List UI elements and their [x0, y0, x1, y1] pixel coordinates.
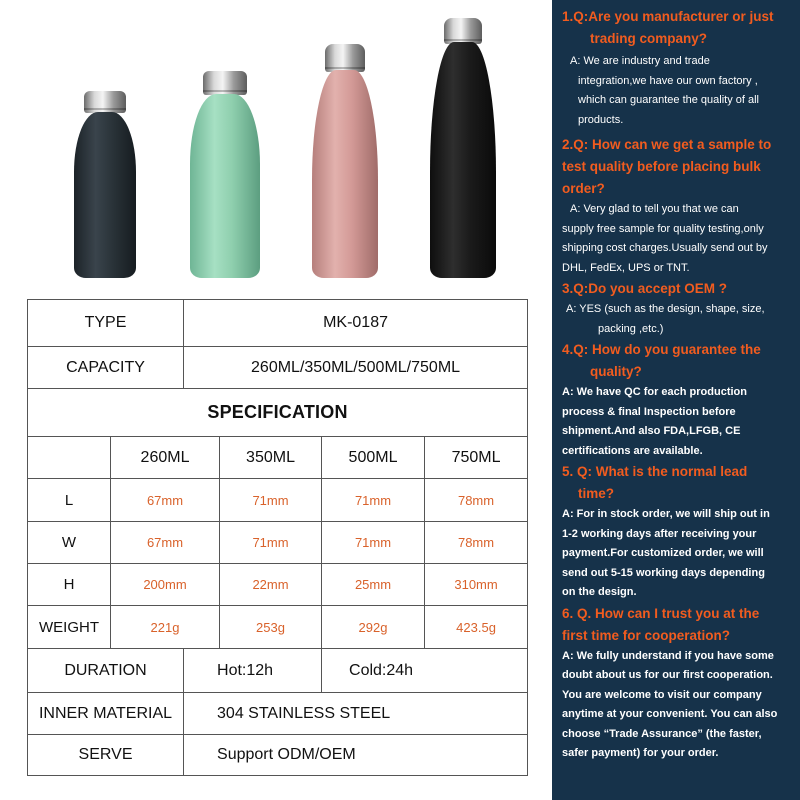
- faq-line: send out 5-15 working days depending: [562, 566, 765, 579]
- spec-value: 310mm: [425, 564, 528, 606]
- spec-row-w: [28, 522, 528, 564]
- column-header: 750ML: [425, 437, 528, 479]
- faq-answer-2: [562, 200, 796, 278]
- bottle-cap: [444, 18, 482, 44]
- faq-line: DHL, FedEx, UPS or TNT.: [562, 261, 690, 274]
- spec-value: 253g: [220, 606, 322, 649]
- bottle-cap: [325, 44, 365, 72]
- faq-line: products.: [578, 113, 624, 126]
- faq-line: shipment.And also FDA,LFGB, CE: [562, 425, 741, 437]
- spec-value: 25mm: [322, 564, 425, 606]
- faq-answer-5: [562, 505, 796, 603]
- faq-line: You are welcome to visit our company: [562, 688, 762, 701]
- faq-answer-6: [562, 647, 796, 764]
- faq-question-3: [562, 278, 796, 300]
- product-photo: [0, 0, 552, 290]
- spec-row-weight: [28, 606, 528, 649]
- faq-line: A: Very glad to tell you that we can: [570, 203, 739, 215]
- column-header: 500ML: [322, 437, 425, 479]
- spec-value: 78mm: [425, 522, 528, 564]
- serve-value: Support ODM/OEM: [184, 735, 528, 776]
- spec-row-l: [28, 479, 528, 522]
- column-header: 260ML: [111, 437, 220, 479]
- specification-heading-row: [28, 389, 528, 437]
- duration-row: [28, 649, 528, 693]
- specification-heading: SPECIFICATION: [28, 389, 528, 437]
- spec-value: 71mm: [322, 479, 425, 522]
- specification-table: [27, 299, 527, 775]
- bottle-cap: [203, 71, 247, 95]
- capacity-columns-row: [28, 437, 528, 479]
- bottle-cap: [84, 91, 126, 113]
- faq-line: 6. Q. How can I trust you at the: [562, 605, 760, 621]
- faq-line: packing ,etc.): [598, 322, 664, 335]
- spec-value: 78mm: [425, 479, 528, 522]
- duration-hot: Hot:12h: [184, 649, 322, 693]
- faq-line: certifications are available.: [562, 444, 703, 457]
- faq-question-6: [562, 603, 796, 647]
- faq-line: choose “Trade Assurance” (the faster,: [562, 727, 762, 740]
- faq-line: which can guarantee the quality of all: [578, 94, 760, 106]
- faq-question-5: [562, 461, 796, 505]
- faq-line: integration,we have our own factory ,: [578, 74, 758, 87]
- faq-line: safer payment) for your order.: [562, 747, 719, 759]
- capacity-label: CAPACITY: [28, 347, 184, 389]
- faq-answer-1: [562, 52, 796, 130]
- faq-answer-4: [562, 383, 796, 461]
- corner-cell: [28, 437, 111, 479]
- faq-line: time?: [578, 486, 615, 501]
- capacity-value: 260ML/350ML/500ML/750ML: [184, 347, 528, 389]
- faq-line: A: We have QC for each production: [562, 386, 747, 398]
- faq-line: A: We fully understand if you have some: [562, 649, 774, 662]
- serve-row: [28, 735, 528, 776]
- faq-line: A: YES (such as the design, shape, size,: [566, 303, 765, 315]
- row-label: W: [28, 522, 111, 564]
- bottle-body: [190, 94, 260, 278]
- faq-question-2: [562, 134, 796, 200]
- faq-line: test quality before placing bulk: [562, 159, 761, 174]
- row-label: L: [28, 479, 111, 522]
- spec-value: 200mm: [111, 564, 220, 606]
- spec-value: 71mm: [322, 522, 425, 564]
- faq-line: payment.For customized order, we will: [562, 547, 764, 559]
- spec-value: 67mm: [111, 479, 220, 522]
- type-value: MK-0187: [184, 300, 528, 347]
- duration-cold: Cold:24h: [322, 649, 528, 693]
- type-row: [28, 300, 528, 347]
- spec-value: 71mm: [220, 479, 322, 522]
- faq-line: 3.Q:Do you accept OEM ?: [562, 281, 728, 296]
- spec-value: 423.5g: [425, 606, 528, 649]
- faq-line: shipping cost charges.Usually send out by: [562, 242, 768, 254]
- faq-line: 1-2 working days after receiving your: [562, 527, 757, 540]
- bottle-body: [74, 112, 136, 278]
- capacity-row: [28, 347, 528, 389]
- faq-line: quality?: [590, 364, 642, 379]
- faq-line: trading company?: [590, 31, 708, 46]
- faq-line: doubt about us for our first cooperation.: [562, 669, 773, 681]
- spec-row-h: [28, 564, 528, 606]
- spec-value: 221g: [111, 606, 220, 649]
- faq-answer-3: [562, 300, 796, 339]
- faq-line: A: For in stock order, we will ship out in: [562, 508, 770, 520]
- type-label: TYPE: [28, 300, 184, 347]
- inner-material-label: INNER MATERIAL: [28, 693, 184, 735]
- spec-value: 292g: [322, 606, 425, 649]
- inner-material-value: 304 STAINLESS STEEL: [184, 693, 528, 735]
- faq-line: supply free sample for quality testing,only: [562, 222, 764, 235]
- spec-value: 67mm: [111, 522, 220, 564]
- bottle-body: [312, 70, 378, 278]
- bottle-body: [430, 42, 496, 278]
- faq-line: on the design.: [562, 586, 637, 598]
- faq-line: 1.Q:Are you manufacturer or just: [562, 9, 774, 24]
- faq-line: A: We are industry and trade: [570, 55, 710, 67]
- inner-material-row: [28, 693, 528, 735]
- faq-line: 4.Q: How do you guarantee the: [562, 342, 761, 357]
- faq-line: order?: [562, 181, 605, 196]
- faq-line: process & final Inspection before: [562, 405, 736, 418]
- duration-label: DURATION: [28, 649, 184, 693]
- faq-question-1: [562, 6, 796, 50]
- faq-line: first time for cooperation?: [562, 627, 731, 643]
- faq-line: anytime at your convenient. You can also: [562, 708, 778, 720]
- spec-value: 71mm: [220, 522, 322, 564]
- faq-question-4: [562, 339, 796, 383]
- spec-value: 22mm: [220, 564, 322, 606]
- row-label: WEIGHT: [28, 606, 111, 649]
- serve-label: SERVE: [28, 735, 184, 776]
- column-header: 350ML: [220, 437, 322, 479]
- faq-line: 2.Q: How can we get a sample to: [562, 137, 772, 152]
- row-label: H: [28, 564, 111, 606]
- faq-line: 5. Q: What is the normal lead: [562, 464, 748, 479]
- faq-panel: [552, 0, 800, 800]
